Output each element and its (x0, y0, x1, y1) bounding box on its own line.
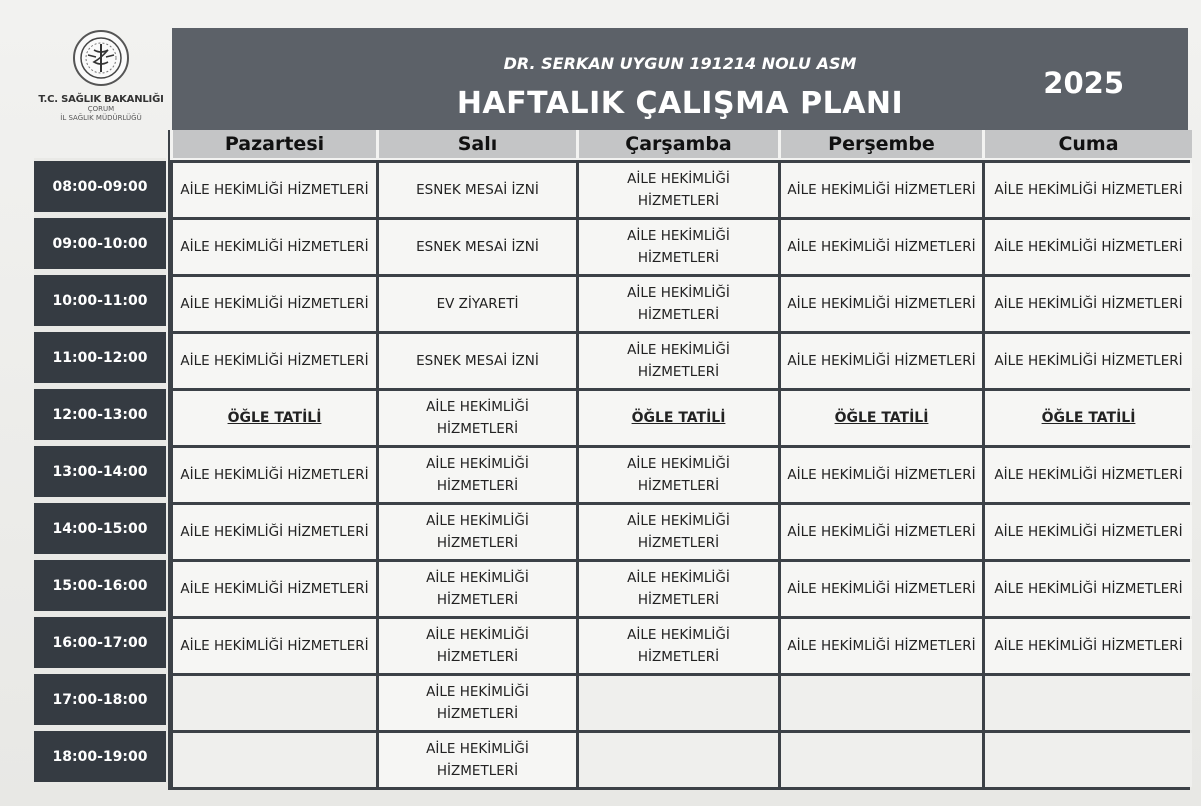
schedule-grid (168, 130, 1190, 790)
plan-year: 2025 (1043, 66, 1124, 100)
organization-name: T.C. SAĞLIK BAKANLIĞI (38, 94, 164, 105)
schedule-cell: AİLE HEKİMLİĞİ HİZMETLERİ (985, 562, 1192, 616)
time-slot: 08:00-09:00 (34, 158, 166, 215)
schedule-cell: AİLE HEKİMLİĞİ HİZMETLERİ (579, 448, 778, 502)
schedule-cell: AİLE HEKİMLİĞİ HİZMETLERİ (379, 619, 576, 673)
schedule-cell: AİLE HEKİMLİĞİ HİZMETLERİ (985, 277, 1192, 331)
schedule-cell: ÖĞLE TATİLİ (985, 391, 1192, 445)
schedule-cell: AİLE HEKİMLİĞİ HİZMETLERİ (985, 505, 1192, 559)
schedule-cell: AİLE HEKİMLİĞİ HİZMETLERİ (781, 163, 982, 217)
day-header-sali: Salı (376, 130, 576, 160)
schedule-cell: AİLE HEKİMLİĞİ HİZMETLERİ (173, 163, 376, 217)
schedule-cell: AİLE HEKİMLİĞİ HİZMETLERİ (579, 562, 778, 616)
day-header-carsamba: Çarşamba (576, 130, 778, 160)
schedule-cell: AİLE HEKİMLİĞİ HİZMETLERİ (173, 448, 376, 502)
schedule-cell: AİLE HEKİMLİĞİ HİZMETLERİ (781, 220, 982, 274)
time-slot: 13:00-14:00 (34, 443, 166, 500)
plan-header (172, 28, 1188, 130)
schedule-cell: AİLE HEKİMLİĞİ HİZMETLERİ (579, 220, 778, 274)
schedule-cell (579, 676, 778, 730)
schedule-cell: AİLE HEKİMLİĞİ HİZMETLERİ (781, 334, 982, 388)
schedule-cell: AİLE HEKİMLİĞİ HİZMETLERİ (173, 619, 376, 673)
time-column (34, 158, 166, 785)
time-slot: 15:00-16:00 (34, 557, 166, 614)
schedule-cell: AİLE HEKİMLİĞİ HİZMETLERİ (781, 619, 982, 673)
schedule-cell: AİLE HEKİMLİĞİ HİZMETLERİ (173, 562, 376, 616)
schedule-cell: AİLE HEKİMLİĞİ HİZMETLERİ (985, 448, 1192, 502)
schedule-cell: AİLE HEKİMLİĞİ HİZMETLERİ (781, 505, 982, 559)
time-slot: 11:00-12:00 (34, 329, 166, 386)
schedule-cell: AİLE HEKİMLİĞİ HİZMETLERİ (579, 334, 778, 388)
schedule-cell: ÖĞLE TATİLİ (781, 391, 982, 445)
clinic-subtitle: DR. SERKAN UYGUN 191214 NOLU ASM (503, 54, 857, 73)
schedule-cell: AİLE HEKİMLİĞİ HİZMETLERİ (579, 163, 778, 217)
schedule-cell (781, 733, 982, 787)
schedule-cell: AİLE HEKİMLİĞİ HİZMETLERİ (579, 619, 778, 673)
ministry-emblem-icon (73, 30, 129, 86)
ministry-logo-block (30, 30, 172, 160)
schedule-cell: ÖĞLE TATİLİ (173, 391, 376, 445)
schedule-cell: AİLE HEKİMLİĞİ HİZMETLERİ (379, 733, 576, 787)
schedule-cell: AİLE HEKİMLİĞİ HİZMETLERİ (985, 619, 1192, 673)
schedule-cell (579, 733, 778, 787)
schedule-cell (985, 676, 1192, 730)
schedule-cell: AİLE HEKİMLİĞİ HİZMETLERİ (781, 448, 982, 502)
schedule-cell: ÖĞLE TATİLİ (579, 391, 778, 445)
schedule-cell: AİLE HEKİMLİĞİ HİZMETLERİ (781, 562, 982, 616)
day-header-persembe: Perşembe (778, 130, 982, 160)
schedule-cell: AİLE HEKİMLİĞİ HİZMETLERİ (379, 505, 576, 559)
time-slot: 17:00-18:00 (34, 671, 166, 728)
schedule-cell: AİLE HEKİMLİĞİ HİZMETLERİ (379, 676, 576, 730)
schedule-cell: AİLE HEKİMLİĞİ HİZMETLERİ (379, 391, 576, 445)
organization-unit: İL SAĞLIK MÜDÜRLÜĞÜ (60, 114, 142, 122)
schedule-cell: AİLE HEKİMLİĞİ HİZMETLERİ (379, 562, 576, 616)
schedule-cell: AİLE HEKİMLİĞİ HİZMETLERİ (985, 220, 1192, 274)
schedule-cell (781, 676, 982, 730)
schedule-cell: AİLE HEKİMLİĞİ HİZMETLERİ (781, 277, 982, 331)
schedule-cell: AİLE HEKİMLİĞİ HİZMETLERİ (985, 334, 1192, 388)
schedule-cell: AİLE HEKİMLİĞİ HİZMETLERİ (173, 220, 376, 274)
day-header-cuma: Cuma (982, 130, 1192, 160)
time-slot: 09:00-10:00 (34, 215, 166, 272)
schedule-cell: AİLE HEKİMLİĞİ HİZMETLERİ (173, 334, 376, 388)
schedule-cell (173, 676, 376, 730)
schedule-cell: AİLE HEKİMLİĞİ HİZMETLERİ (173, 505, 376, 559)
schedule-cell (985, 733, 1192, 787)
schedule-cell: ESNEK MESAİ İZNİ (379, 163, 576, 217)
organization-city: ÇORUM (87, 105, 115, 113)
time-slot: 10:00-11:00 (34, 272, 166, 329)
schedule-cell: AİLE HEKİMLİĞİ HİZMETLERİ (579, 505, 778, 559)
schedule-cell: AİLE HEKİMLİĞİ HİZMETLERİ (379, 448, 576, 502)
plan-title: HAFTALIK ÇALIŞMA PLANI (456, 86, 904, 121)
time-slot: 18:00-19:00 (34, 728, 166, 785)
time-slot: 12:00-13:00 (34, 386, 166, 443)
schedule-cell: ESNEK MESAİ İZNİ (379, 334, 576, 388)
schedule-cell (173, 733, 376, 787)
day-header-pazartesi: Pazartesi (170, 130, 376, 160)
schedule-cell: AİLE HEKİMLİĞİ HİZMETLERİ (173, 277, 376, 331)
schedule-cell: ESNEK MESAİ İZNİ (379, 220, 576, 274)
time-slot: 16:00-17:00 (34, 614, 166, 671)
schedule-cell: EV ZİYARETİ (379, 277, 576, 331)
time-slot: 14:00-15:00 (34, 500, 166, 557)
schedule-cell: AİLE HEKİMLİĞİ HİZMETLERİ (579, 277, 778, 331)
schedule-cell: AİLE HEKİMLİĞİ HİZMETLERİ (985, 163, 1192, 217)
